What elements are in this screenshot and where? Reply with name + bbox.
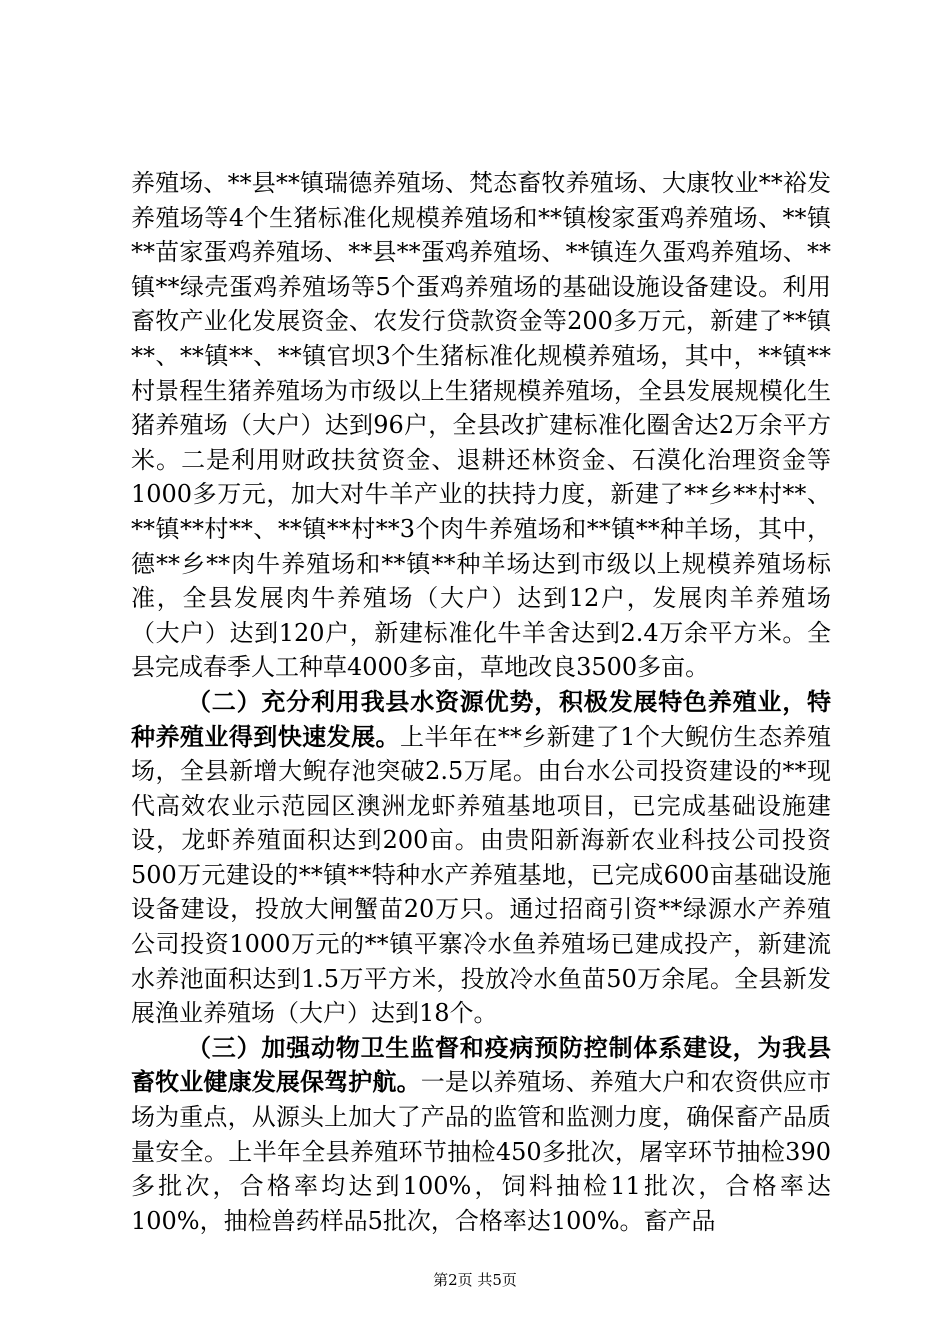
paragraph-body: 上半年在**乡新建了1个大鲵仿生态养殖场，全县新增大鲵存池突破2.5万尾。由台水公司投资建设的**现代高效农业示范园区澳洲龙虾养殖基地项目，已完成基础设施建设，龙虾养殖面积达到200亩。由贵阳新海新农业科技公司投资500万元建设的**镇**特种水产养殖基地，已完成600亩基础设施设备建设，投放大闸蟹苗20万只。通过招商引资**绿源水产养殖公司投资1000万元的**镇平寨冷水鱼养殖场已建成投产，新建流水养池面积达到1.5万平方米，投放冷水鱼苗50万余尾。全县新发展渔业养殖场（大户）达到18个。 — [131, 722, 831, 1028]
page-number-footer: 第2页 共5页 — [433, 1271, 517, 1289]
paragraph-continuation — [131, 166, 831, 685]
document-body — [131, 166, 831, 1238]
section-heading: （二）充分利用我县水资源优势，积极发展特色养殖业，特种养殖业得到快速发展。 — [131, 686, 831, 751]
paragraph-body: 一是以养殖场、养殖大户和农资供应市场为重点，从源头上加大了产品的监管和监测力度，确保畜产品质量安全。上半年全县养殖环节抽检450多批次，屠宰环节抽检390多批次，合格率均达到100%，饲料抽检11批次，合格率达100%，抽检兽药样品5批次，合格率达100%。畜产品 — [131, 1068, 832, 1235]
paragraph-section-3 — [131, 1031, 831, 1239]
paragraph-body: 养殖场、**县**镇瑞德养殖场、梵态畜牧养殖场、大康牧业**裕发养殖场等4个生猪标准化规模养殖场和**镇梭家蛋鸡养殖场、**镇**苗家蛋鸡养殖场、**县**蛋鸡养殖场、**镇连久蛋鸡养殖场、**镇**绿壳蛋鸡养殖场等5个蛋鸡养殖场的基础设施设备建设。利用畜牧产业化发展资金、农发行贷款资金等200多万元，新建了**镇**、**镇**、**镇官坝3个生猪标准化规模养殖场，其中，**镇**村景程生猪养殖场为市级以上生猪规模养殖场，全县发展规模化生猪养殖场（大户）达到96户，全县改扩建标准化圈舍达2万余平方米。二是利用财政扶贫资金、退耕还林资金、石漠化治理资金等1000多万元，加大对牛羊产业的扶持力度，新建了**乡**村**、**镇**村**、**镇**村**3个肉牛养殖场和**镇**种羊场，其中，德**乡**肉牛养殖场和**镇**种羊场达到市级以上规模养殖场标准，全县发展肉牛养殖场（大户）达到12户，发展肉羊养殖场（大户）达到120户，新建标准化牛羊舍达到2.4万余平方米。全县完成春季人工种草4000多亩，草地改良3500多亩。 — [131, 169, 831, 682]
section-heading: （三）加强动物卫生监督和疫病预防控制体系建设，为我县畜牧业健康发展保驾护航。 — [131, 1032, 831, 1097]
paragraph-section-2 — [131, 685, 831, 1031]
